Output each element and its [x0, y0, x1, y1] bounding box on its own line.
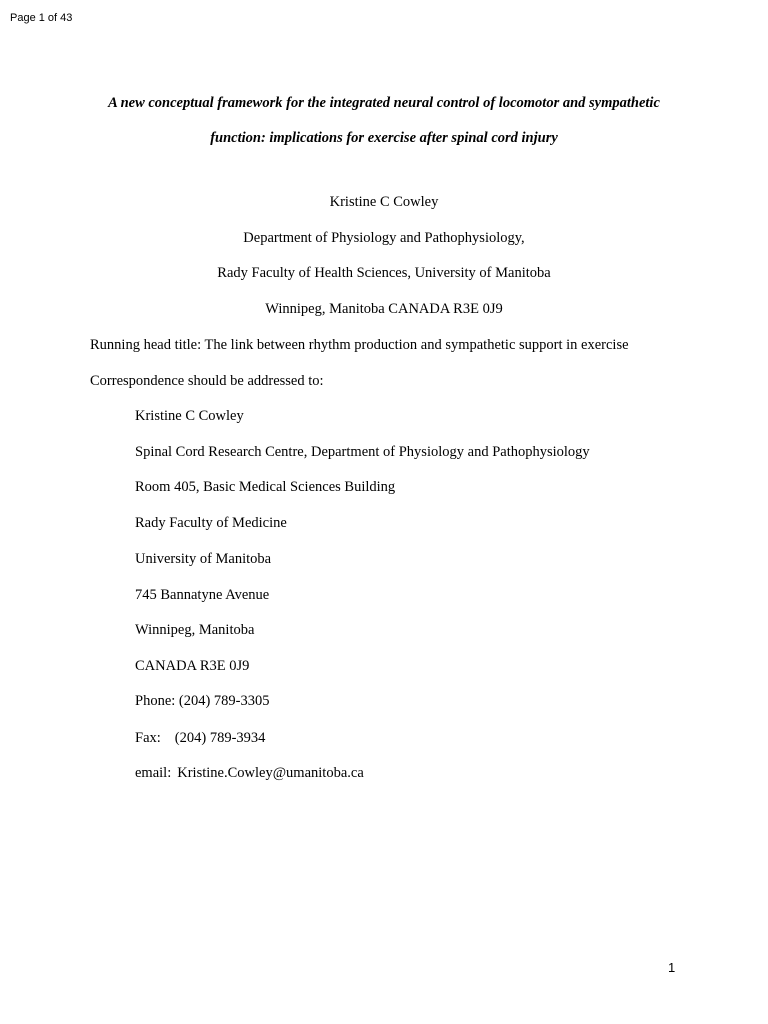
correspondence-phone: Phone: (204) 789-3305 — [135, 693, 270, 709]
correspondence-fax — [135, 730, 265, 747]
correspondence-room: Room 405, Basic Medical Sciences Building — [135, 479, 396, 495]
correspondence-centre: Spinal Cord Research Centre, Department of Physiology and Pathophysiology — [135, 444, 590, 460]
running-head: Running head title: The link between rhythm production and sympathetic support in exercise — [90, 337, 629, 353]
email-value: Kristine.Cowley@umanitoba.ca — [177, 765, 364, 781]
correspondence-email — [135, 765, 364, 782]
correspondence-university: University of Manitoba — [135, 551, 272, 567]
email-label: email: — [135, 765, 172, 781]
affiliation-faculty: Rady Faculty of Health Sciences, University of Manitoba — [217, 265, 551, 281]
author-name: Kristine C Cowley — [329, 194, 439, 210]
correspondence-name: Kristine C Cowley — [135, 408, 244, 424]
paper-title-line-1: A new conceptual framework for the integrated neural control of locomotor and sympathetic — [108, 95, 660, 111]
page-counter: Page 1 of 43 — [10, 12, 73, 24]
page-number: 1 — [668, 960, 676, 975]
correspondence-label: Correspondence should be addressed to: — [90, 373, 324, 389]
correspondence-faculty: Rady Faculty of Medicine — [135, 515, 287, 531]
fax-label: Fax: — [135, 730, 161, 746]
correspondence-country-postal: CANADA R3E 0J9 — [135, 658, 250, 674]
correspondence-city: Winnipeg, Manitoba — [135, 622, 255, 638]
fax-number: (204) 789-3934 — [174, 730, 266, 746]
affiliation-location: Winnipeg, Manitoba CANADA R3E 0J9 — [265, 301, 503, 317]
paper-title-line-2: function: implications for exercise after spinal cord injury — [210, 130, 558, 146]
correspondence-street: 745 Bannatyne Avenue — [135, 587, 270, 603]
affiliation-department: Department of Physiology and Pathophysiology, — [243, 230, 525, 246]
